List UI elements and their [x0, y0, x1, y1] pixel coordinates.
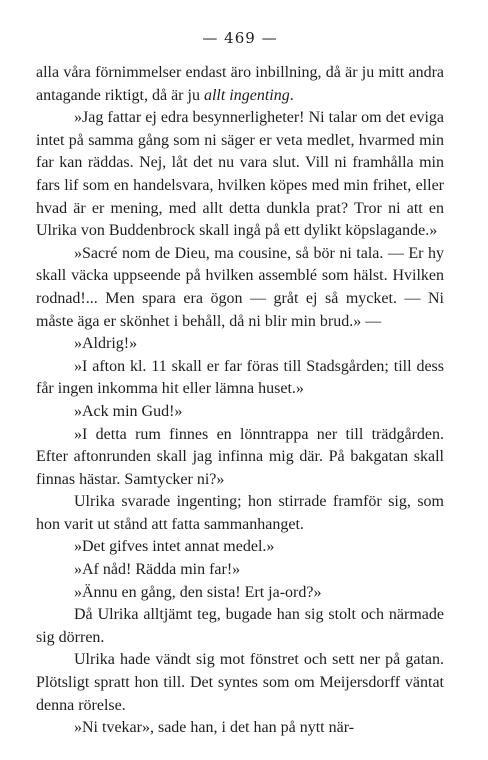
paragraph: »Aldrig!» [74, 335, 138, 353]
book-page [36, 28, 444, 740]
paragraph: »Jag fattar ej edra besynnerligheter! Ni talar om det eviga intet på samma gång som ni säger er veta medlet, hvarmed min far kan räddas. Nej, låt det nu vara slut. Vill ni framhålla min fars lif som en handelsvara, hvilken köpes med min frihet, eller hvad är er mening, med allt detta dunkla prat? Tror ni att en Ulrika von Buddenbrock skall ingå på ett dylikt köpslagande.» [36, 109, 444, 240]
paragraph: »Det gifves intet annat medel.» [74, 538, 275, 556]
paragraph: Ulrika svarade ingenting; hon stirrade framför sig, som hon varit ut stånd att fatta sammanhanget. [36, 493, 444, 533]
emphasized-phrase: allt ingenting [203, 86, 290, 104]
page-number: — 469 — [202, 29, 278, 47]
page-body [36, 62, 444, 740]
paragraph: alla våra förnimmelser endast äro inbillning, då är ju mitt andra antagande riktigt, då är ju allt ingenting. [36, 64, 444, 104]
paragraph: »Ännu en gång, den sista! Ert ja-ord?» [74, 583, 322, 601]
paragraph: »Sacré nom de Dieu, ma cousine, så bör ni tala. — Er hy skall väcka uppseende på hvilken assemblé som hälst. Hvilken rodnad!... Men spara era ögon — gråt ej så mycket. — Ni måste äga er skönhet i behåll, då ni blir min brud.» — [36, 244, 444, 330]
paragraph: »Ack min Gud!» [74, 402, 183, 420]
paragraph: Ulrika hade vändt sig mot fönstret och sett ner på gatan. Plötsligt spratt hon till. Det syntes som om Meijersdorff väntat denna rörelse. [36, 651, 444, 714]
paragraph: »I detta rum finnes en lönntrappa ner till trädgården. Efter aftonrunden skall jag infinna mig där. På bakgatan skall finnas hästar. Samtycker ni?» [36, 425, 444, 488]
paragraph: »Ni tvekar», sade han, i det han på nytt när- [74, 719, 355, 737]
paragraph: »I afton kl. 11 skall er far föras till Stadsgården; till dess får ingen inkomma hit eller lämna huset.» [36, 357, 444, 398]
paragraph: »Af nåd! Rädda min far!» [74, 561, 241, 579]
paragraph: Då Ulrika alltjämt teg, bugade han sig stolt och närmade sig dörren. [36, 606, 444, 646]
